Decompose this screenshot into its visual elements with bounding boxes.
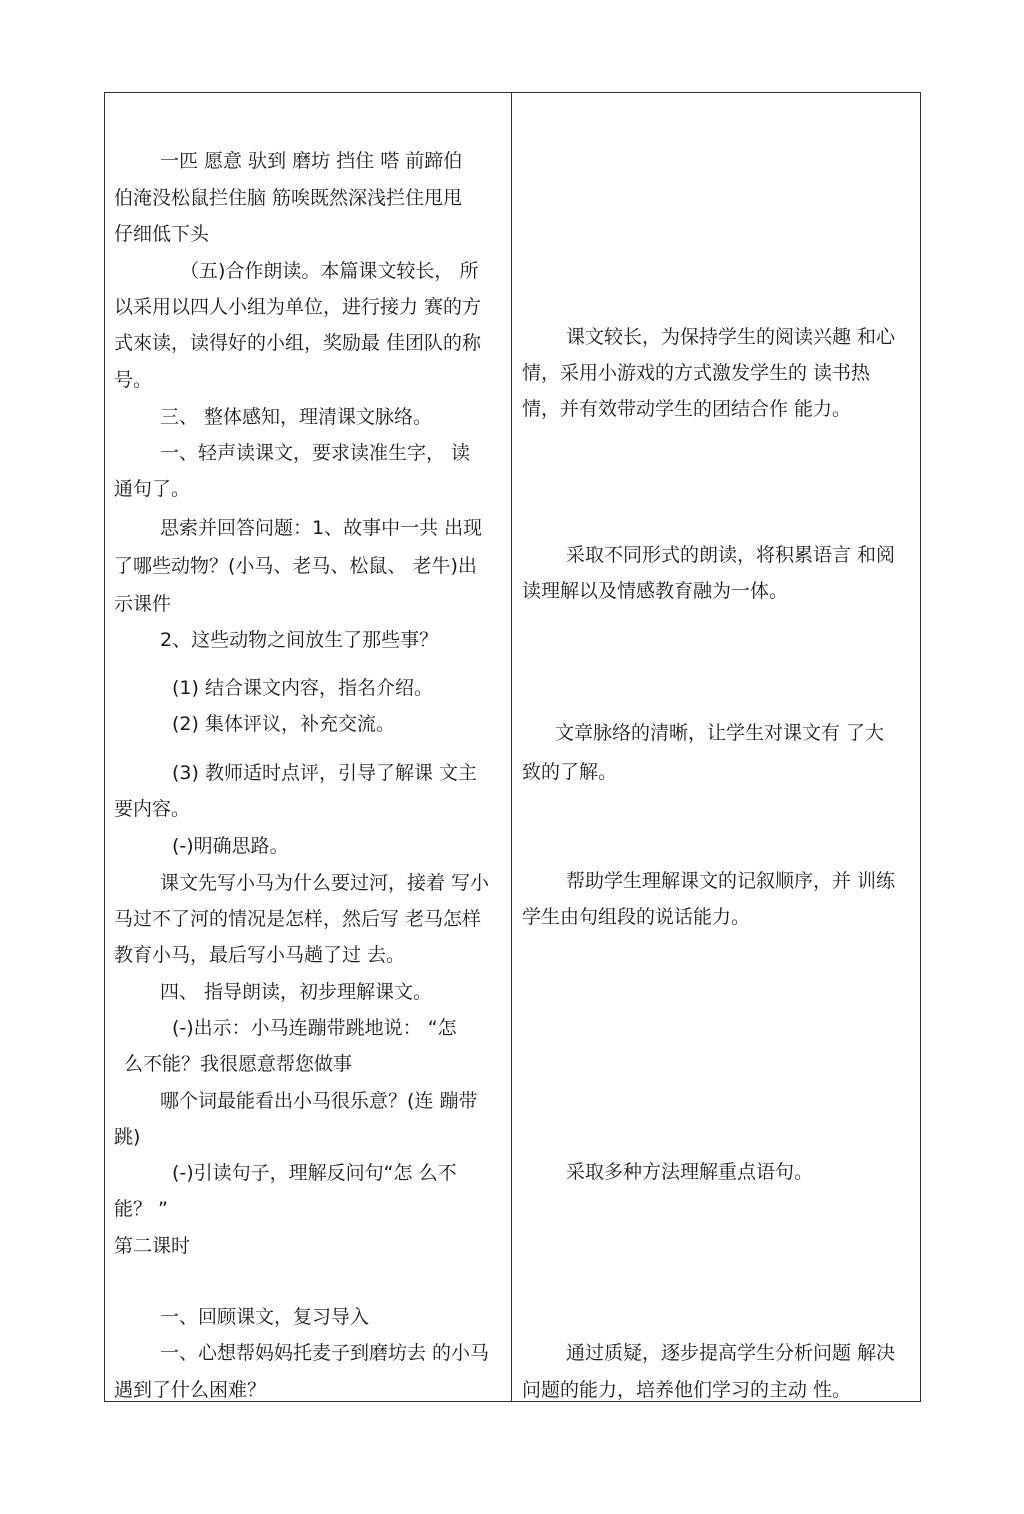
question-line: 2、这些动物之间放生了那些事？ — [160, 629, 439, 651]
vocab-line: 一匹 愿意 驮到 磨坊 挡住 嗒 前蹄伯 — [160, 150, 463, 172]
design-note-line: 采取不同形式的朗读，将积累语言 和阅 — [566, 544, 896, 566]
task-line: 通句了。 — [114, 478, 191, 500]
coop-reading-line: 以采用以四人小组为单位，进行接力 赛的方 — [114, 296, 482, 318]
step-line: 要内容。 — [114, 798, 191, 820]
which-word-line: 跳) — [114, 1126, 141, 1148]
outline-line: 教育小马，最后写小马趟了过 去。 — [114, 944, 406, 966]
step-line: (2) 集体评议，补充交流。 — [172, 713, 395, 735]
section-heading: 三、 整体感知，理清课文脉络。 — [160, 406, 433, 428]
clarify-line: (-)明确思路。 — [172, 835, 289, 857]
review-question-line: 遇到了什么困难？ — [114, 1379, 267, 1401]
guide-read-line: 能？ ” — [114, 1198, 168, 1220]
vocab-line: 伯淹没松鼠拦住脑 筋唉既然深浅拦住甩甩 — [114, 187, 463, 209]
outline-line: 课文先写小马为什么要过河，接着 写小 — [160, 872, 490, 894]
design-note-line: 问题的能力，培养他们学习的主动 性。 — [522, 1379, 852, 1401]
task-line: 一、轻声读课文，要求读准生字， 读 — [160, 442, 471, 464]
lesson-plan-table — [104, 92, 921, 1402]
design-note-line: 课文较长，为保持学生的阅读兴趣 和心 — [566, 326, 896, 348]
design-note-line: 通过质疑，逐步提高学生分析问题 解决 — [566, 1342, 896, 1364]
question-line: 了哪些动物？(小马、老马、松鼠、 老牛)出 — [114, 555, 477, 577]
step-line: (1) 结合课文内容，指名介绍。 — [172, 677, 433, 699]
design-note-line: 情，采用小游戏的方式激发学生的 读书热 — [522, 362, 871, 384]
show-line: (-)出示：小马连蹦带跳地说： “怎 — [172, 1017, 457, 1039]
outline-line: 马过不了河的情况是怎样，然后写 老马怎样 — [114, 908, 482, 930]
guide-read-line: (-)引读句子，理解反问句“怎 么不 — [172, 1162, 457, 1184]
section-heading: 四、 指导朗读，初步理解课文。 — [160, 981, 433, 1003]
column-divider — [511, 92, 512, 1402]
design-note-line: 帮助学生理解课文的记叙顺序，并 训练 — [566, 870, 896, 892]
which-word-line: 哪个词最能看出小马很乐意？(连 蹦带 — [160, 1090, 478, 1112]
design-note-line: 学生由句组段的说话能力。 — [522, 906, 751, 928]
lesson-heading: 第二课时 — [114, 1235, 191, 1257]
question-line: 示课件 — [114, 593, 172, 615]
design-note-line: 致的了解。 — [522, 761, 618, 783]
show-line: 么不能？我很愿意帮您做事 — [124, 1053, 353, 1075]
design-note-line: 文章脉络的清晰，让学生对课文有 了大 — [555, 722, 885, 744]
design-note-line: 读理解以及情感教育融为一体。 — [522, 580, 789, 602]
coop-reading-line: 号。 — [114, 369, 153, 391]
section-heading: 一、回顾课文，复习导入 — [160, 1306, 370, 1328]
question-line: 思索并回答问题：1、故事中一共 出现 — [160, 517, 483, 539]
coop-reading-line: 式來读，读得好的小组，奖励最 佳团队的称 — [114, 332, 482, 354]
coop-reading-line: （五)合作朗读。本篇课文较长， 所 — [180, 260, 479, 282]
design-note-line: 情，并有效带动学生的团结合作 能力。 — [522, 398, 852, 420]
review-question-line: 一、心想帮妈妈托麦子到磨坊去 的小马 — [160, 1342, 490, 1364]
vocab-line: 仔细低下头 — [114, 223, 210, 245]
design-note-line: 采取多种方法理解重点语句。 — [566, 1161, 814, 1183]
step-line: (3) 教师适时点评，引导了解课 文主 — [172, 762, 477, 784]
